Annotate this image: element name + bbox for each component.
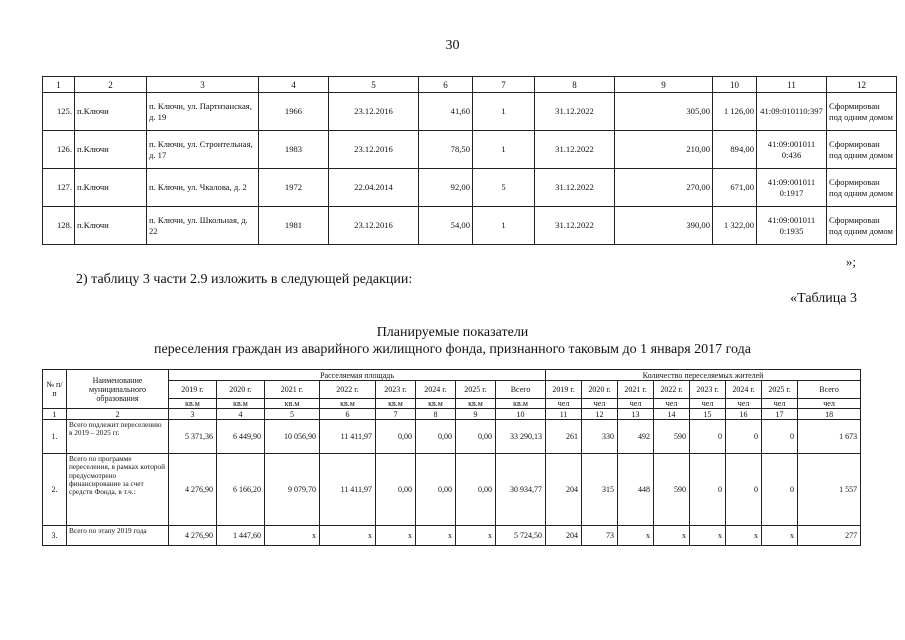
value-cell: 590 bbox=[654, 454, 690, 526]
header-cell: 1 bbox=[43, 77, 75, 93]
value-cell: х bbox=[726, 526, 762, 546]
value-cell: х bbox=[654, 526, 690, 546]
year-header: 2023 г. bbox=[690, 381, 726, 399]
table-row bbox=[43, 454, 861, 526]
column-number: 15 bbox=[690, 409, 726, 420]
value-cell: 11 411,97 bbox=[320, 420, 376, 454]
header-cell: 5 bbox=[329, 77, 419, 93]
date-cell: 22.04.2014 bbox=[329, 169, 419, 207]
count-cell: 1 bbox=[473, 93, 535, 131]
value-cell: 448 bbox=[618, 454, 654, 526]
count-cell: 5 bbox=[473, 169, 535, 207]
year-header: 2019 г. bbox=[546, 381, 582, 399]
value-cell: 4 276,90 bbox=[169, 454, 217, 526]
value-cell: 210,00 bbox=[615, 131, 713, 169]
unit-cell: кв.м bbox=[416, 399, 456, 409]
column-number: 9 bbox=[456, 409, 496, 420]
value-cell: 1 322,00 bbox=[713, 207, 757, 245]
unit-cell: чел bbox=[582, 399, 618, 409]
header-cell: 7 bbox=[473, 77, 535, 93]
total-header: Всего bbox=[798, 381, 861, 399]
header-cell: 12 bbox=[827, 77, 897, 93]
year-header: 2021 г. bbox=[265, 381, 320, 399]
value-cell: 0,00 bbox=[416, 454, 456, 526]
status-cell: Сформирован под одним домом bbox=[827, 207, 897, 245]
header-cell: 4 bbox=[259, 77, 329, 93]
header-cell: 8 bbox=[535, 77, 615, 93]
area-cell: 92,00 bbox=[419, 169, 473, 207]
area-cell: 41,60 bbox=[419, 93, 473, 131]
unit-cell: кв.м bbox=[169, 399, 217, 409]
unit-cell: чел bbox=[546, 399, 582, 409]
value-cell: 10 056,90 bbox=[265, 420, 320, 454]
unit-cell: чел bbox=[798, 399, 861, 409]
row-name: Всего по этапу 2019 года bbox=[67, 526, 169, 546]
column-number: 14 bbox=[654, 409, 690, 420]
address-cell: п. Ключи, ул. Школьная, д. 22 bbox=[147, 207, 259, 245]
value-cell: 315 bbox=[582, 454, 618, 526]
title-line: Планируемые показатели bbox=[376, 325, 529, 340]
year-cell: 1972 bbox=[259, 169, 329, 207]
value-cell: 0 bbox=[690, 454, 726, 526]
value-cell: 4 276,90 bbox=[169, 526, 217, 546]
value-cell: 1 673 bbox=[798, 420, 861, 454]
value-cell: 73 bbox=[582, 526, 618, 546]
table-row bbox=[43, 169, 897, 207]
value-cell: 0,00 bbox=[456, 454, 496, 526]
row-number: 128. bbox=[43, 207, 75, 245]
date-cell: 23.12.2016 bbox=[329, 207, 419, 245]
cadastral-cell: 41:09:010110:397 bbox=[757, 93, 827, 131]
header-cell: 6 bbox=[419, 77, 473, 93]
closing-quote: »; bbox=[845, 254, 856, 269]
settlement-cell: п.Ключи bbox=[75, 131, 147, 169]
row-name: Всего по программе переселения, в рамках которой предусмотрено финансирование за счет средств Фонда, в т.ч.: bbox=[67, 454, 169, 526]
cadastral-cell: 41:09:001011 0:1935 bbox=[757, 207, 827, 245]
header-cell: 9 bbox=[615, 77, 713, 93]
area-cell: 78,50 bbox=[419, 131, 473, 169]
value-cell: 33 290,13 bbox=[496, 420, 546, 454]
value-cell: 5 724,50 bbox=[496, 526, 546, 546]
year-header: 2023 г. bbox=[376, 381, 416, 399]
value-cell: 1 557 bbox=[798, 454, 861, 526]
people-group-header: Количество переселяемых жителей bbox=[546, 370, 861, 381]
year-header: 2025 г. bbox=[456, 381, 496, 399]
resettlement-table bbox=[42, 369, 861, 546]
year-header: 2022 г. bbox=[320, 381, 376, 399]
unit-cell: чел bbox=[618, 399, 654, 409]
settlement-cell: п.Ключи bbox=[75, 93, 147, 131]
value-cell: 330 bbox=[582, 420, 618, 454]
header-cell: 11 bbox=[757, 77, 827, 93]
value-cell: х bbox=[320, 526, 376, 546]
value-cell: 5 371,36 bbox=[169, 420, 217, 454]
unit-cell: кв.м bbox=[265, 399, 320, 409]
year-header: 2025 г. bbox=[762, 381, 798, 399]
row-number: 3. bbox=[43, 526, 67, 546]
date-cell: 31.12.2022 bbox=[535, 131, 615, 169]
year-cell: 1966 bbox=[259, 93, 329, 131]
area-cell: 54,00 bbox=[419, 207, 473, 245]
column-number: 11 bbox=[546, 409, 582, 420]
column-number: 1 bbox=[43, 409, 67, 420]
value-cell: 390,00 bbox=[615, 207, 713, 245]
value-cell: 0 bbox=[762, 454, 798, 526]
value-cell: 277 bbox=[798, 526, 861, 546]
value-cell: 590 bbox=[654, 420, 690, 454]
value-cell: х bbox=[762, 526, 798, 546]
column-number: 12 bbox=[582, 409, 618, 420]
unit-cell: чел bbox=[762, 399, 798, 409]
value-cell: 0 bbox=[726, 454, 762, 526]
address-cell: п. Ключи, ул. Чкалова, д. 2 bbox=[147, 169, 259, 207]
value-cell: х bbox=[690, 526, 726, 546]
column-number: 13 bbox=[618, 409, 654, 420]
row-number: 1. bbox=[43, 420, 67, 454]
settlement-cell: п.Ключи bbox=[75, 207, 147, 245]
column-number: 17 bbox=[762, 409, 798, 420]
year-cell: 1981 bbox=[259, 207, 329, 245]
value-cell: 30 934,77 bbox=[496, 454, 546, 526]
table-header-row bbox=[43, 77, 897, 93]
unit-cell: кв.м bbox=[496, 399, 546, 409]
value-cell: 11 411,97 bbox=[320, 454, 376, 526]
column-number: 6 bbox=[320, 409, 376, 420]
settlement-cell: п.Ключи bbox=[75, 169, 147, 207]
value-cell: 492 bbox=[618, 420, 654, 454]
year-header: 2024 г. bbox=[726, 381, 762, 399]
row-number: 126. bbox=[43, 131, 75, 169]
col-num-header: № п/п bbox=[43, 370, 67, 409]
value-cell: х bbox=[416, 526, 456, 546]
value-cell: 0 bbox=[726, 420, 762, 454]
value-cell: 1 447,60 bbox=[217, 526, 265, 546]
row-name: Всего подлежит переселению в 2019 – 2025 гг. bbox=[67, 420, 169, 454]
column-number: 10 bbox=[496, 409, 546, 420]
status-cell: Сформирован под одним домом bbox=[827, 93, 897, 131]
value-cell: 0,00 bbox=[376, 420, 416, 454]
instruction-text: 2) таблицу 3 части 2.9 изложить в следующей редакции: bbox=[76, 272, 413, 287]
unit-cell: чел bbox=[654, 399, 690, 409]
address-cell: п. Ключи, ул. Строительная, д. 17 bbox=[147, 131, 259, 169]
page-number: 30 bbox=[445, 38, 460, 53]
table-row bbox=[43, 131, 897, 169]
value-cell: 6 166,20 bbox=[217, 454, 265, 526]
column-number: 18 bbox=[798, 409, 861, 420]
value-cell: 0 bbox=[762, 420, 798, 454]
cadastral-cell: 41:09:001011 0:436 bbox=[757, 131, 827, 169]
count-cell: 1 bbox=[473, 207, 535, 245]
unit-cell: кв.м bbox=[320, 399, 376, 409]
table-reference: «Таблица 3 bbox=[790, 291, 857, 306]
title-line: переселения граждан из аварийного жилищного фонда, признанного таковым до 1 января 2017 года bbox=[154, 342, 751, 357]
column-number: 4 bbox=[217, 409, 265, 420]
unit-cell: чел bbox=[690, 399, 726, 409]
row-number: 2. bbox=[43, 454, 67, 526]
area-group-header: Расселяемая площадь bbox=[169, 370, 546, 381]
column-number: 5 bbox=[265, 409, 320, 420]
address-cell: п. Ключи, ул. Партизанская, д. 19 bbox=[147, 93, 259, 131]
row-number: 125. bbox=[43, 93, 75, 131]
value-cell: 894,00 bbox=[713, 131, 757, 169]
value-cell: 305,00 bbox=[615, 93, 713, 131]
column-number: 3 bbox=[169, 409, 217, 420]
year-header: 2024 г. bbox=[416, 381, 456, 399]
row-number: 127. bbox=[43, 169, 75, 207]
status-cell: Сформирован под одним домом bbox=[827, 131, 897, 169]
value-cell: 0,00 bbox=[456, 420, 496, 454]
column-number: 16 bbox=[726, 409, 762, 420]
table-row bbox=[43, 420, 861, 454]
date-cell: 23.12.2016 bbox=[329, 131, 419, 169]
value-cell: х bbox=[618, 526, 654, 546]
value-cell: х bbox=[456, 526, 496, 546]
year-cell: 1983 bbox=[259, 131, 329, 169]
date-cell: 31.12.2022 bbox=[535, 93, 615, 131]
status-cell: Сформирован под одним домом bbox=[827, 169, 897, 207]
value-cell: 0 bbox=[690, 420, 726, 454]
value-cell: х bbox=[265, 526, 320, 546]
year-header: 2019 г. bbox=[169, 381, 217, 399]
value-cell: 1 126,00 bbox=[713, 93, 757, 131]
table-row bbox=[43, 207, 897, 245]
table-title bbox=[0, 324, 905, 358]
header-cell: 10 bbox=[713, 77, 757, 93]
year-header: 2020 г. bbox=[582, 381, 618, 399]
date-cell: 23.12.2016 bbox=[329, 93, 419, 131]
value-cell: 0,00 bbox=[376, 454, 416, 526]
table-header-row bbox=[43, 370, 861, 381]
count-cell: 1 bbox=[473, 131, 535, 169]
unit-cell: кв.м bbox=[456, 399, 496, 409]
value-cell: 6 449,90 bbox=[217, 420, 265, 454]
value-cell: 270,00 bbox=[615, 169, 713, 207]
header-cell: 3 bbox=[147, 77, 259, 93]
value-cell: 9 079,70 bbox=[265, 454, 320, 526]
cadastral-cell: 41:09:001011 0:1917 bbox=[757, 169, 827, 207]
value-cell: 204 bbox=[546, 526, 582, 546]
value-cell: 204 bbox=[546, 454, 582, 526]
year-header: 2021 г. bbox=[618, 381, 654, 399]
date-cell: 31.12.2022 bbox=[535, 169, 615, 207]
column-numbers-row bbox=[43, 409, 861, 420]
column-number: 2 bbox=[67, 409, 169, 420]
value-cell: 671,00 bbox=[713, 169, 757, 207]
column-number: 8 bbox=[416, 409, 456, 420]
col-name-header: Наименование муниципального образования bbox=[67, 370, 169, 409]
total-header: Всего bbox=[496, 381, 546, 399]
table-row bbox=[43, 526, 861, 546]
header-cell: 2 bbox=[75, 77, 147, 93]
date-cell: 31.12.2022 bbox=[535, 207, 615, 245]
unit-cell: кв.м bbox=[217, 399, 265, 409]
column-number: 7 bbox=[376, 409, 416, 420]
unit-cell: чел bbox=[726, 399, 762, 409]
unit-cell: кв.м bbox=[376, 399, 416, 409]
housing-table bbox=[42, 76, 897, 245]
value-cell: 0,00 bbox=[416, 420, 456, 454]
year-header: 2022 г. bbox=[654, 381, 690, 399]
table-row bbox=[43, 93, 897, 131]
year-header: 2020 г. bbox=[217, 381, 265, 399]
value-cell: х bbox=[376, 526, 416, 546]
value-cell: 261 bbox=[546, 420, 582, 454]
